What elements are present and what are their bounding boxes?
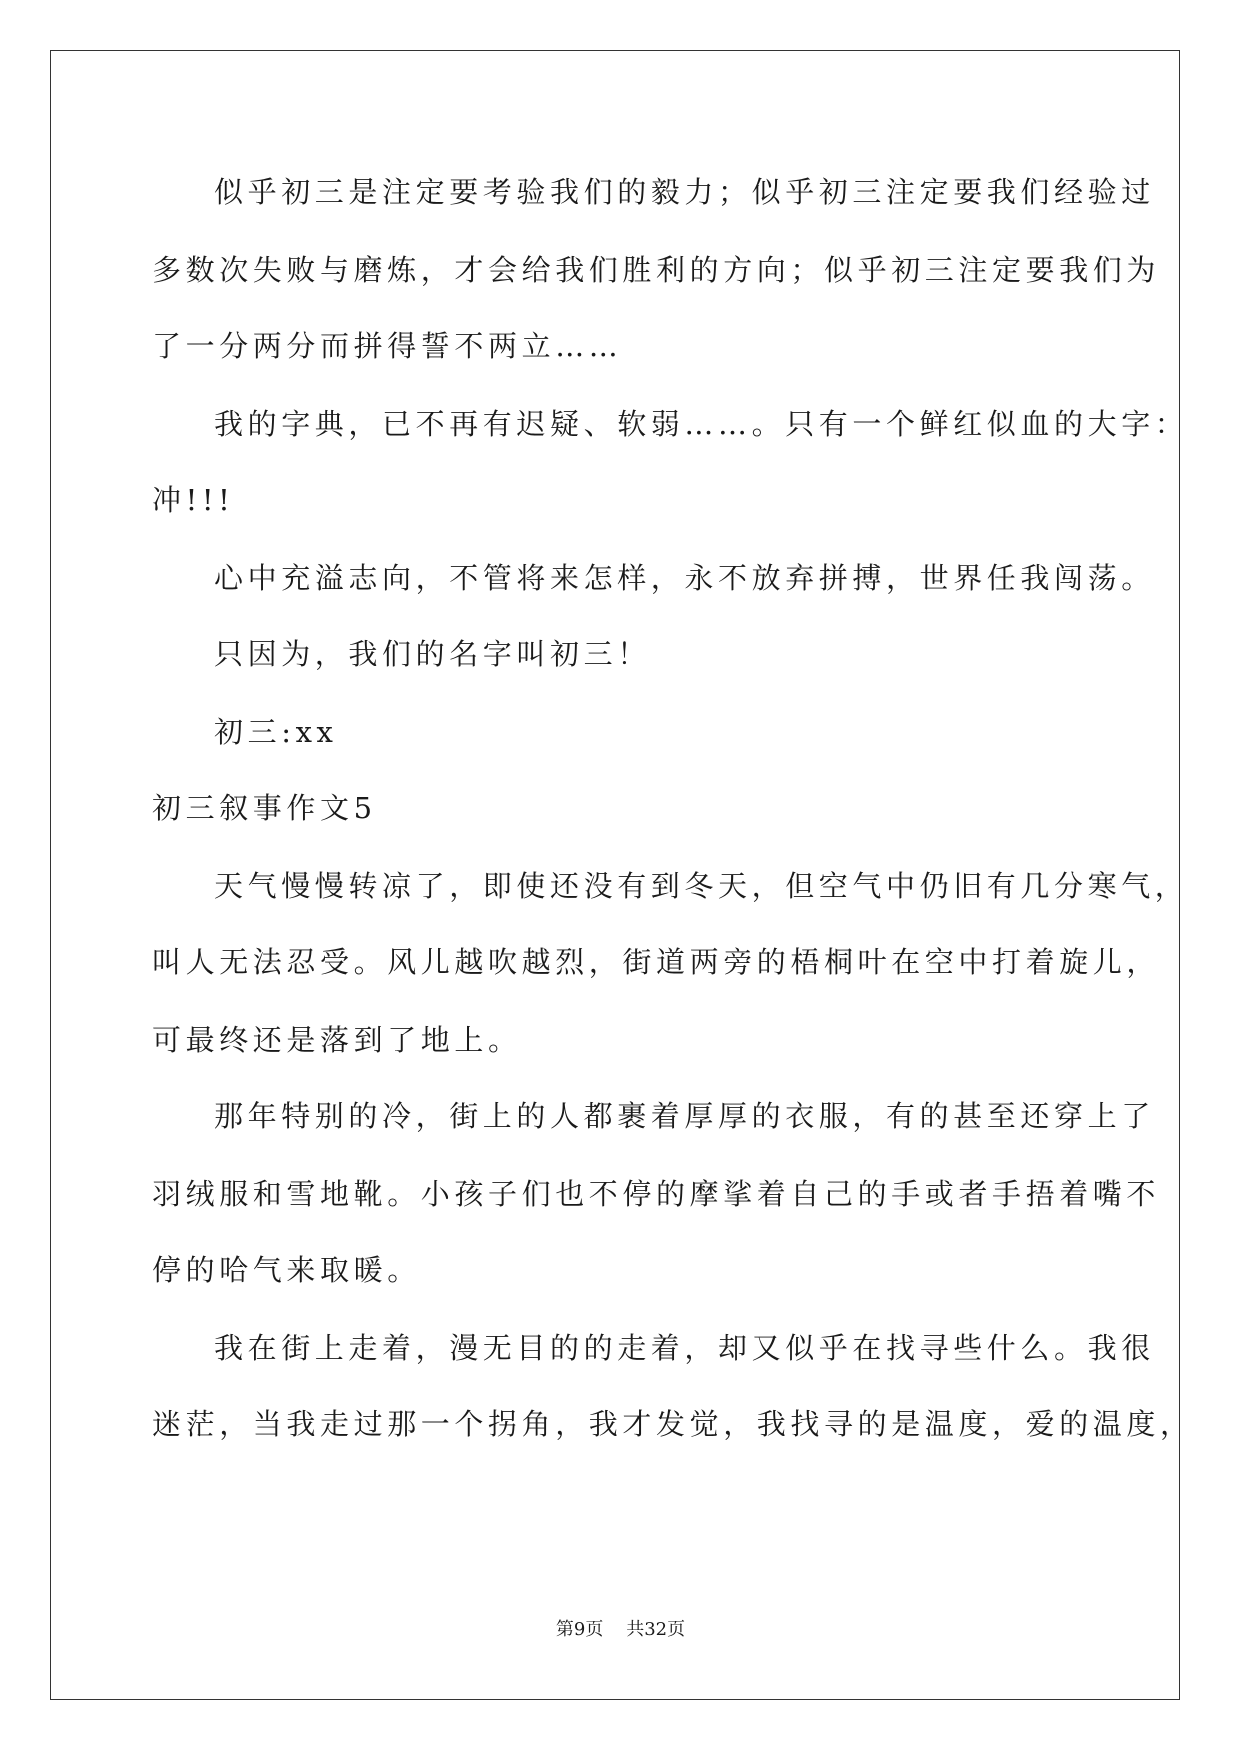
- text-line: 叫人无法忍受。风儿越吹越烈，街道两旁的梧桐叶在空中打着旋儿，: [152, 945, 1161, 979]
- text-line: 停的哈气来取暖。: [152, 1253, 421, 1287]
- text-line: 了一分两分而拼得誓不两立……: [152, 329, 623, 363]
- text-line: 多数次失败与磨炼，才会给我们胜利的方向；似乎初三注定要我们为: [152, 253, 1161, 287]
- text-line: 只因为，我们的名字叫初三！: [214, 637, 651, 671]
- text-line: 我的字典，已不再有迟疑、软弱……。只有一个鲜红似血的大字：: [214, 407, 1189, 441]
- page-number: 第9页: [555, 1619, 604, 1640]
- text-line: 迷茫，当我走过那一个拐角，我才发觉，我找寻的是温度，爱的温度，: [152, 1407, 1194, 1441]
- page-footer: [0, 1618, 1241, 1642]
- text-line: 天气慢慢转凉了，即使还没有到冬天，但空气中仍旧有几分寒气，: [214, 869, 1189, 903]
- signature-line: 初三:xx: [214, 715, 338, 749]
- text-line: 可最终还是落到了地上。: [152, 1023, 522, 1057]
- text-line: 羽绒服和雪地靴。小孩子们也不停的摩挲着自己的手或者手捂着嘴不: [152, 1177, 1161, 1211]
- text-line: 似乎初三是注定要考验我们的毅力；似乎初三注定要我们经验过: [214, 175, 1155, 209]
- text-line: 心中充溢志向，不管将来怎样，永不放弃拼搏，世界任我闯荡。: [214, 561, 1155, 595]
- text-line: 冲!!!: [152, 483, 235, 517]
- page-total: 共32页: [626, 1619, 686, 1640]
- text-line: 我在街上走着，漫无目的的走着，却又似乎在找寻些什么。我很: [214, 1331, 1155, 1365]
- section-heading: 初三叙事作文5: [152, 791, 377, 825]
- text-line: 那年特别的冷，街上的人都裹着厚厚的衣服，有的甚至还穿上了: [214, 1099, 1155, 1133]
